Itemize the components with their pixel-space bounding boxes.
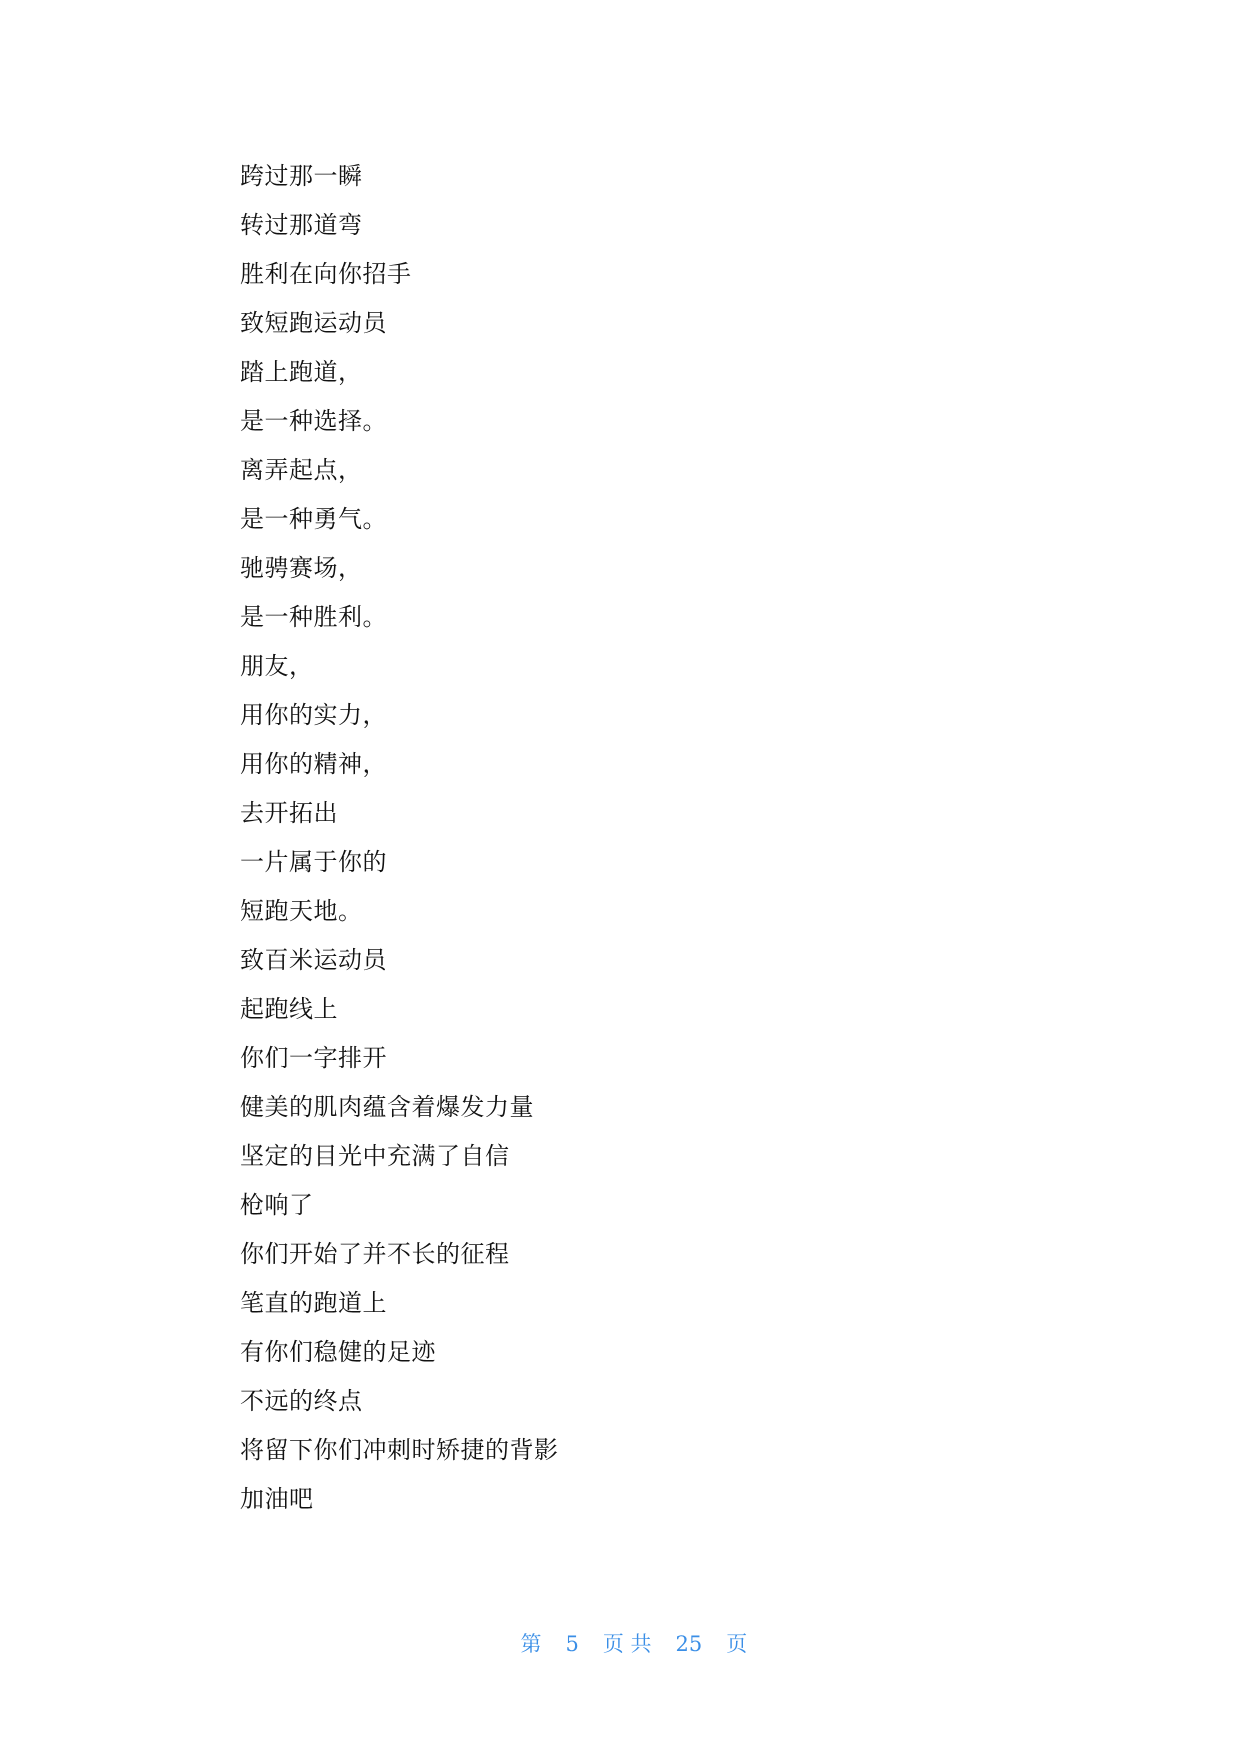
- poem-line: 健美的肌肉蕴含着爆发力量: [240, 1093, 534, 1121]
- poem-line: 用你的实力，: [240, 701, 387, 729]
- poem-line: 用你的精神，: [240, 750, 387, 778]
- poem-body: [240, 152, 1040, 1524]
- poem-line: 起跑线上: [240, 995, 338, 1023]
- poem-line: 驰骋赛场，: [240, 554, 363, 582]
- poem-line: 跨过那一瞬: [240, 162, 363, 190]
- poem-line: 笔直的跑道上: [240, 1289, 387, 1317]
- poem-line: 朋友，: [240, 652, 314, 680]
- poem-line: 离弄起点，: [240, 456, 363, 484]
- poem-line: 是一种胜利。: [240, 603, 387, 631]
- poem-line: 是一种勇气。: [240, 505, 387, 533]
- poem-line: 致短跑运动员: [240, 309, 387, 337]
- poem-line: 转过那道弯: [240, 211, 363, 239]
- poem-line: 你们开始了并不长的征程: [240, 1240, 510, 1268]
- footer-current-page: 5: [565, 1632, 579, 1656]
- footer-middle: 页 共: [602, 1632, 652, 1656]
- poem-line: 枪响了: [240, 1191, 314, 1219]
- poem-line: 胜利在向你招手: [240, 260, 412, 288]
- poem-line: 有你们稳健的足迹: [240, 1338, 436, 1366]
- poem-line: 一片属于你的: [240, 848, 387, 876]
- poem-line: 踏上跑道，: [240, 358, 363, 386]
- poem-line: 不远的终点: [240, 1387, 363, 1415]
- poem-line: 你们一字排开: [240, 1044, 387, 1072]
- poem-line: 坚定的目光中充满了自信: [240, 1142, 510, 1170]
- poem-line: 致百米运动员: [240, 946, 387, 974]
- footer-total-pages: 25: [675, 1632, 703, 1656]
- page-footer: [0, 1604, 1241, 1682]
- footer-suffix: 页: [726, 1632, 748, 1656]
- poem-line: 短跑天地。: [240, 897, 363, 925]
- poem-line: 加油吧: [240, 1485, 314, 1513]
- poem-line: 去开拓出: [240, 799, 338, 827]
- poem-line: 是一种选择。: [240, 407, 387, 435]
- footer-prefix: 第: [520, 1632, 542, 1656]
- poem-line: 将留下你们冲刺时矫捷的背影: [240, 1436, 559, 1464]
